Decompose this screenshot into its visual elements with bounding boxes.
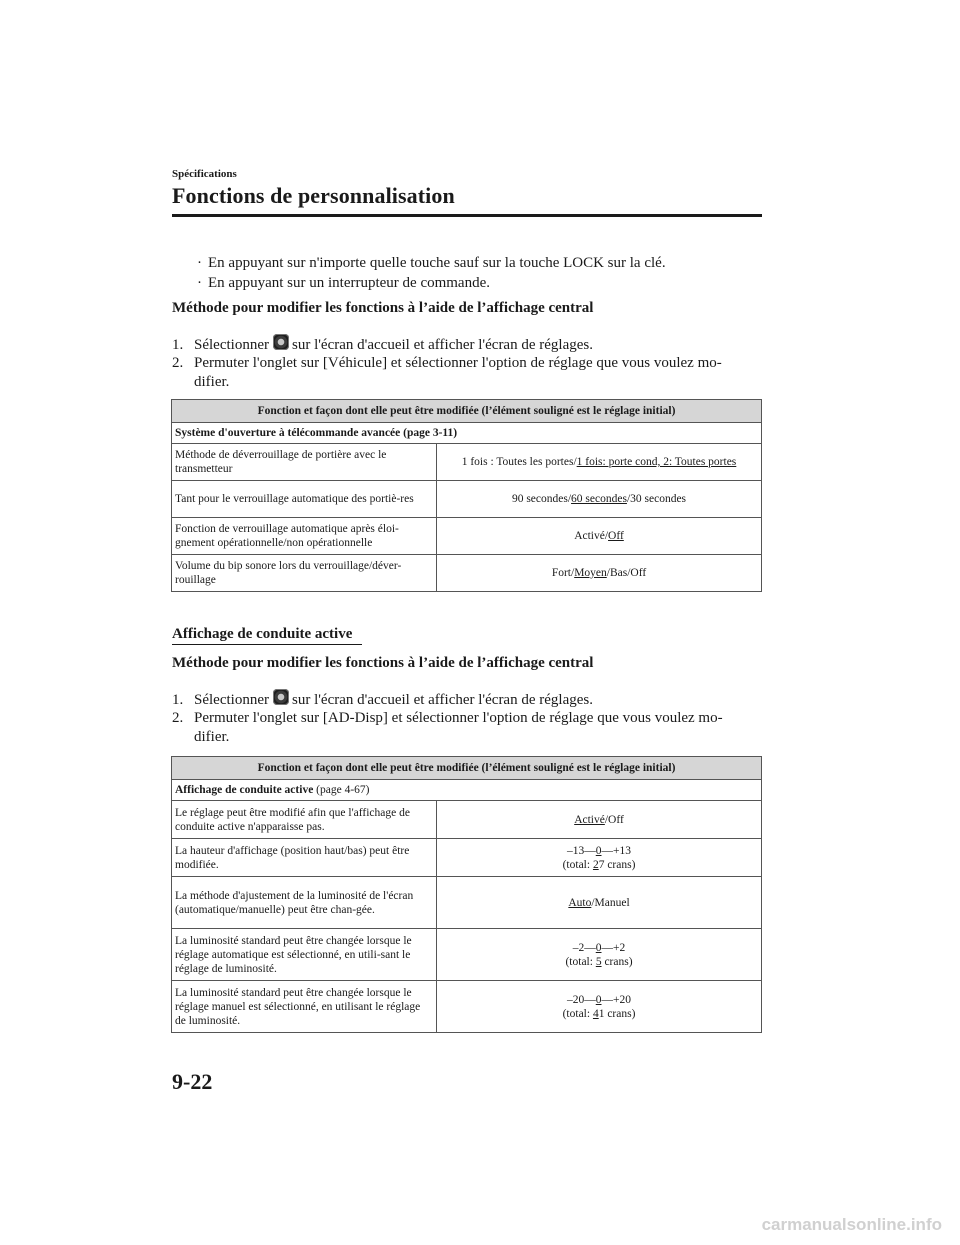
- method-heading: Méthode pour modifier les fonctions à l’aide de l’affichage central: [172, 300, 594, 316]
- table-row: La luminosité standard peut être changée lorsque le réglage manuel est sélectionné, en utilisant le réglage de luminosité. –20—0—+20 (total: 41 crans): [172, 981, 762, 1033]
- method-heading: Méthode pour modifier les fonctions à l’aide de l’affichage central: [172, 655, 594, 671]
- table-row: Méthode de déverrouillage de portière avec le transmetteur 1 fois : Toutes les portes/1 fois: porte cond, 2: Toutes portes: [172, 444, 762, 481]
- table-group-title: Système d'ouverture à télécommande avancée (page 3-11): [172, 423, 762, 444]
- bullet-item: · En appuyant sur un interrupteur de commande.: [197, 275, 490, 291]
- step-1: 1. Sélectionner sur l'écran d'accueil et afficher l'écran de réglages.: [172, 334, 762, 355]
- step-2: 2. Permuter l'onglet sur [AD-Disp] et sélectionner l'option de réglage que vous voulez mo- difier.: [172, 710, 723, 745]
- table-row: Le réglage peut être modifié afin que l'affichage de conduite active n'apparaisse pas. Activé/Off: [172, 801, 762, 839]
- table-row: La hauteur d'affichage (position haut/bas) peut être modifiée. –13—0—+13 (total: 27 crans): [172, 839, 762, 877]
- table-group-title: Affichage de conduite active (page 4-67): [172, 780, 762, 801]
- settings-table-active-display: [171, 756, 762, 1033]
- table-row: Tant pour le verrouillage automatique des portiè-res 90 secondes/60 secondes/30 secondes: [172, 481, 762, 518]
- settings-gear-icon: [273, 334, 289, 350]
- bullet-dot-icon: ·: [197, 255, 202, 271]
- watermark: carmanualsonline.info: [761, 1215, 942, 1234]
- title-divider: [172, 214, 762, 217]
- table-header: Fonction et façon dont elle peut être modifiée (l’élément souligné est le réglage initial): [172, 757, 762, 780]
- bullet-dot-icon: ·: [197, 275, 202, 291]
- settings-table-remote: [171, 399, 762, 592]
- table-row: Volume du bip sonore lors du verrouillage/déver-rouillage Fort/Moyen/Bas/Off: [172, 555, 762, 592]
- section-heading-active-display: Affichage de conduite active: [172, 626, 353, 642]
- page-title: Fonctions de personnalisation: [172, 183, 455, 208]
- step-1: 1. Sélectionner sur l'écran d'accueil et afficher l'écran de réglages.: [172, 689, 762, 710]
- settings-gear-icon: [273, 689, 289, 705]
- table-header: Fonction et façon dont elle peut être modifiée (l’élément souligné est le réglage initial): [172, 400, 762, 423]
- section-heading-underline: [172, 644, 362, 645]
- table-row: La luminosité standard peut être changée lorsque le réglage automatique est sélectionné, en utili-sant le réglage de luminosité. –2—0—+2 (total: 5 crans): [172, 929, 762, 981]
- table-row: Fonction de verrouillage automatique après éloi-gnement opérationnelle/non opérationnelle Activé/Off: [172, 518, 762, 555]
- page-number: 9-22: [172, 1069, 213, 1094]
- table-row: La méthode d'ajustement de la luminosité de l'écran (automatique/manuelle) peut être chan-gée. Auto/Manuel: [172, 877, 762, 929]
- section-label: Spécifications: [172, 168, 237, 180]
- step-2: 2. Permuter l'onglet sur [Véhicule] et sélectionner l'option de réglage que vous voulez mo- difier.: [172, 355, 722, 390]
- bullet-item: · En appuyant sur n'importe quelle touche sauf sur la touche LOCK sur la clé.: [197, 255, 666, 271]
